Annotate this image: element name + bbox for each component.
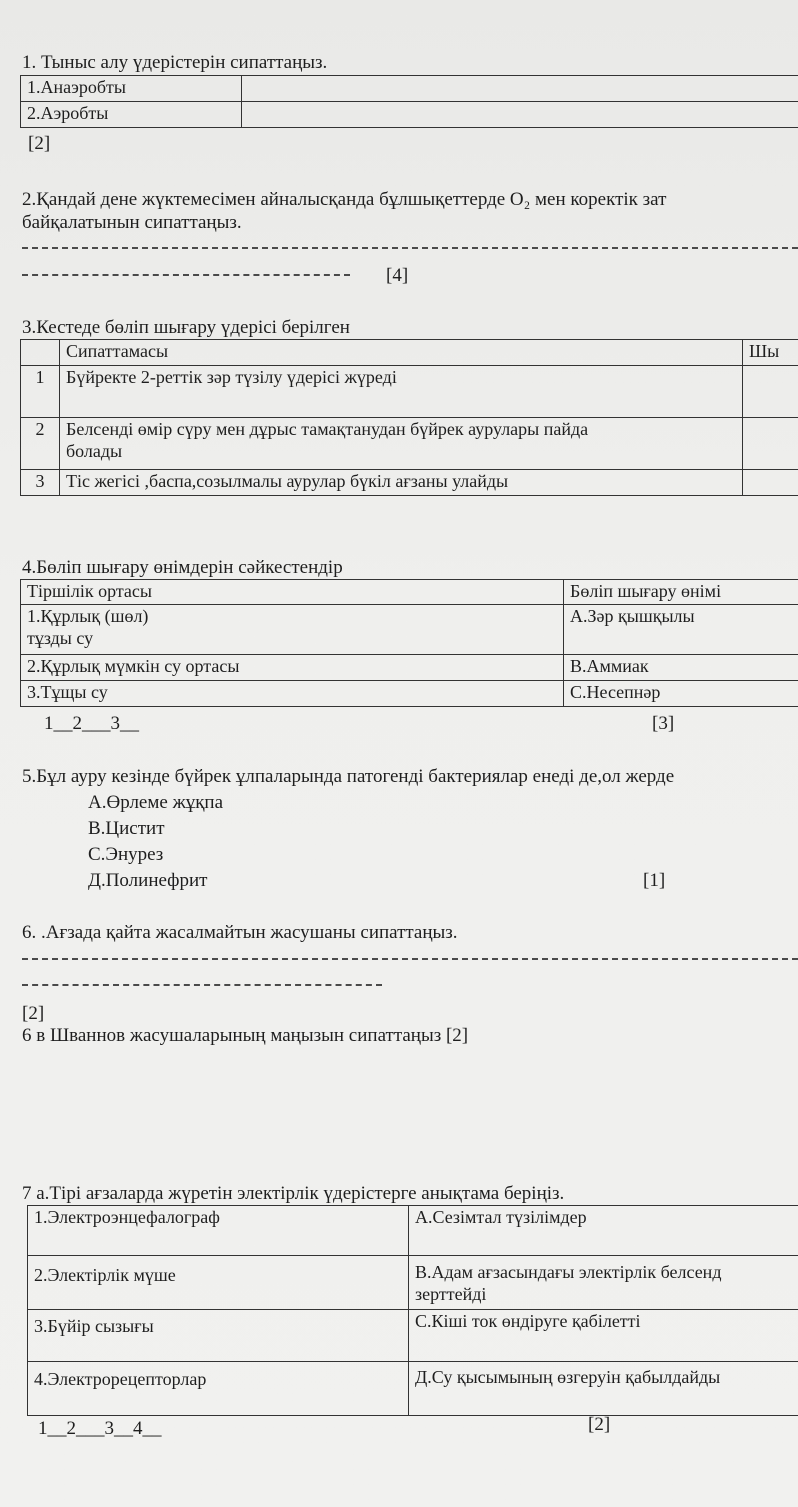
- q4-header-right: Бөліп шығару өнімі: [564, 580, 798, 605]
- q5-mark: [1]: [643, 870, 666, 891]
- q7-title: 7 а.Тірі ағзаларда жүретін электірлік үдерістерге анықтама беріңіз.: [22, 1183, 565, 1204]
- q1-table: [20, 75, 798, 128]
- q2-line1: 2.Қандай дене жүктемесімен айналысқанда бұлшықеттерде O₂ мен коректік зат: [22, 189, 667, 210]
- answer-line[interactable]: [22, 274, 350, 276]
- q4-row-left-line2: тұзды су: [27, 628, 94, 648]
- q1-row-1-label: 1.Анаэробты: [21, 76, 242, 102]
- q7-row-right: А.Сезімтал түзілімдер: [409, 1206, 798, 1256]
- q7-answer-line[interactable]: 1__2___3__4__: [38, 1418, 162, 1439]
- q1-row-2-label: 2.Аэробты: [21, 102, 242, 128]
- q4-row-left: 3.Тұщы су: [21, 681, 564, 707]
- answer-line[interactable]: [22, 984, 382, 986]
- q7-row-right: Д.Су қысымының өзгеруін қабылдайды: [409, 1362, 798, 1416]
- table-row: [21, 76, 798, 102]
- q4-row-left: [21, 605, 564, 655]
- table-row: [21, 580, 798, 605]
- q2-line2: байқалатынын сипаттаңыз.: [22, 212, 242, 233]
- q6b-title: 6 в Шваннов жасушаларының маңызын сипаттаңыз [2]: [22, 1025, 469, 1046]
- q4-title: 4.Бөліп шығару өнімдерін сәйкестендір: [22, 557, 343, 578]
- table-row: [28, 1310, 798, 1362]
- answer-line[interactable]: [22, 958, 798, 960]
- q6-mark: [2]: [22, 1003, 45, 1024]
- table-row: [21, 605, 798, 655]
- q7-row-left: 3.Бүйір сызығы: [28, 1310, 409, 1362]
- q3-row-text: [60, 418, 743, 470]
- table-row: [28, 1206, 798, 1256]
- q5-option-c[interactable]: С.Энурез: [88, 844, 164, 865]
- q7-table: [27, 1205, 798, 1416]
- q6-title: 6. .Ағзада қайта жасалмайтын жасушаны сипаттаңыз.: [22, 922, 458, 943]
- table-row: [21, 655, 798, 681]
- table-row: [21, 418, 798, 470]
- q5-option-d[interactable]: Д.Полинефрит: [88, 870, 208, 891]
- q1-mark: [2]: [28, 133, 51, 154]
- q3-row-text: Тіс жегісі ,баспа,созылмалы аурулар бүкіл ағзаны улайды: [60, 470, 743, 496]
- q5-option-a[interactable]: А.Өрлеме жұқпа: [88, 792, 224, 813]
- q3-row-text-line1: Белсенді өмір сүру мен дұрыс тамақтанудан бүйрек аурулары пайда: [66, 419, 589, 439]
- q2-mark: [4]: [386, 265, 409, 286]
- q3-row-num: 3: [21, 470, 60, 496]
- q1-row-2-answer[interactable]: [242, 102, 798, 128]
- q7-row-right-line1: В.Адам ағзасындағы электірлік белсенд: [415, 1262, 722, 1282]
- q1-title: 1. Тыныс алу үдерістерін сипаттаңыз.: [22, 52, 328, 73]
- q4-header-left: Тіршілік ортасы: [21, 580, 564, 605]
- q4-row-right: В.Аммиак: [564, 655, 798, 681]
- q3-header-desc: Сипаттамасы: [60, 340, 743, 366]
- table-row: [28, 1362, 798, 1416]
- q5-title: 5.Бұл ауру кезінде бүйрек ұлпаларында патогенді бактериялар енеді де,ол жерде: [22, 766, 675, 787]
- table-row: [21, 340, 798, 366]
- q4-row-left-line1: 1.Құрлық (шөл): [27, 606, 149, 626]
- table-row: [21, 681, 798, 707]
- q3-row-answer[interactable]: [743, 418, 798, 470]
- q7-mark: [2]: [588, 1414, 611, 1435]
- table-row: [21, 366, 798, 418]
- q4-row-right: С.Несепнәр: [564, 681, 798, 707]
- q4-answer-line[interactable]: 1__2___3__: [44, 713, 139, 734]
- q3-row-answer[interactable]: [743, 366, 798, 418]
- q7-row-right: [409, 1256, 798, 1310]
- q3-header-col3: Шы: [743, 340, 798, 366]
- q4-row-right: А.Зәр қышқылы: [564, 605, 798, 655]
- q4-table: [20, 579, 798, 707]
- table-row: [21, 470, 798, 496]
- table-row: [21, 102, 798, 128]
- q7-row-left: 2.Электірлік мүше: [28, 1256, 409, 1310]
- q7-row-right-line2: зерттейді: [415, 1284, 487, 1304]
- answer-line[interactable]: [22, 247, 798, 249]
- table-row: [28, 1256, 798, 1310]
- q7-row-left: 1.Электроэнцефалограф: [28, 1206, 409, 1256]
- q4-row-left: 2.Құрлық мүмкін су ортасы: [21, 655, 564, 681]
- q3-header-num: [21, 340, 60, 366]
- q5-option-b[interactable]: В.Цистит: [88, 818, 165, 839]
- q3-row-num: 2: [21, 418, 60, 470]
- q7-row-right: С.Кіші ток өндіруге қабілетті: [409, 1310, 798, 1362]
- q1-row-1-answer[interactable]: [242, 76, 798, 102]
- q4-mark: [3]: [652, 713, 675, 734]
- q3-title: 3.Кестеде бөліп шығару үдерісі берілген: [22, 317, 350, 338]
- q7-row-left: 4.Электрорецепторлар: [28, 1362, 409, 1416]
- q3-row-num: 1: [21, 366, 60, 418]
- q3-row-answer[interactable]: [743, 470, 798, 496]
- q3-row-text-line2: болады: [66, 441, 123, 461]
- q3-table: [20, 339, 798, 496]
- q3-row-text: Бүйректе 2-реттік зәр түзілу үдерісі жүреді: [60, 366, 743, 418]
